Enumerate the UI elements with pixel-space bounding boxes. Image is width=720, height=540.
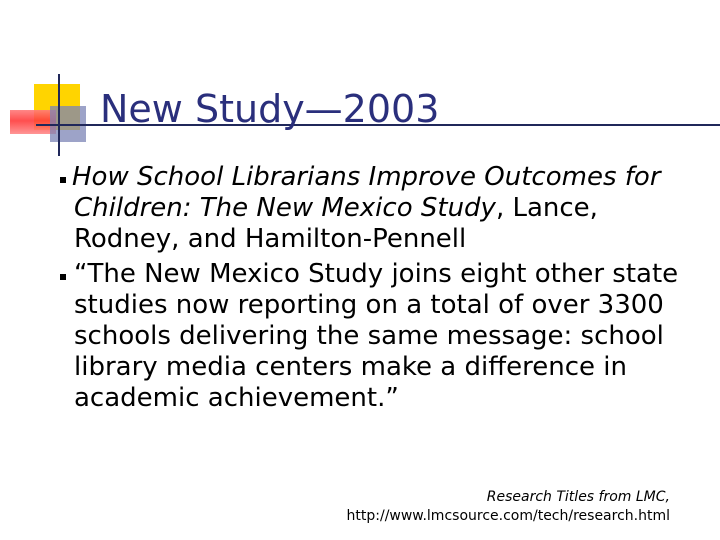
square-bullet-icon [60,177,66,183]
citation [347,488,670,526]
study-authors: , Lance, Rodney, and Hamilton-Pennell [74,193,598,254]
bullet-quote-text: “The New Mexico Study joins eight other state studies now reporting on a total of over 3300 schools delivering the same message: school library media centers make a difference in academic achievement.” [74,259,679,413]
citation-source: Research Titles from LMC, [486,489,670,505]
decorative-vertical-line [58,74,60,156]
square-bullet-icon [60,274,66,280]
citation-url: http://www.lmcsource.com/tech/research.html [346,508,670,524]
slide-title: New Study—2003 [100,87,440,131]
study-title-italic: How School Librarians Improve Outcomes for Children: The New Mexico Study [72,162,661,223]
bullet-list [60,162,700,414]
bullet-text [74,162,700,255]
bullet-item-quote [60,259,700,414]
bullet-item-study-title [60,162,700,255]
